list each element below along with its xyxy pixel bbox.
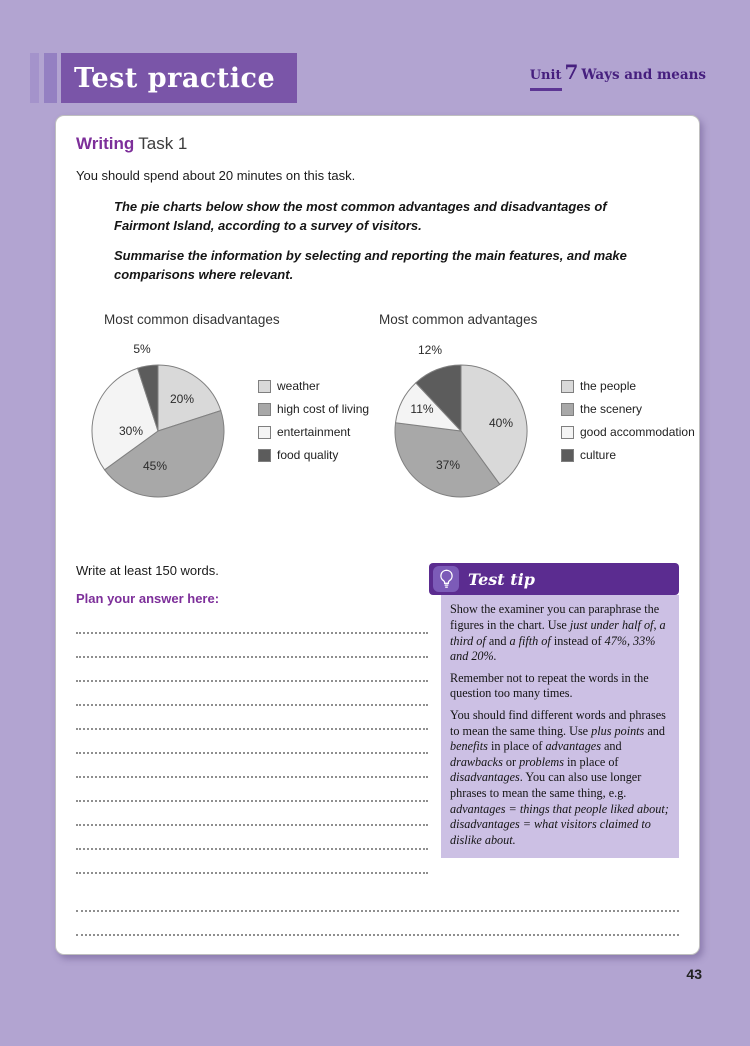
test-tip-body [441,595,679,857]
writing-line [76,706,428,730]
chart-title-advantages: Most common advantages [379,312,538,328]
unit-word: Unit [529,68,562,83]
writing-line [76,936,679,955]
legend-item [258,448,369,462]
content-card [55,115,700,955]
legend-swatch [561,426,574,439]
decorative-stripe [44,53,57,103]
legend-swatch [561,380,574,393]
legend-label: good accommodation [580,425,695,440]
legend-item [561,402,695,416]
legend-swatch [561,403,574,416]
legend-label: culture [580,448,617,463]
writing-line [76,850,428,874]
section-label: Writing [76,134,135,153]
legend-label: the people [580,379,637,394]
legend-label: weather [277,379,320,394]
page-title: Test practice [74,62,276,94]
slice-value-label: 11% [410,402,434,417]
plan-left-column [76,563,428,874]
writing-line [76,888,679,912]
writing-lines-long [76,888,679,955]
title-banner [61,53,297,103]
legend-item [258,379,369,393]
slice-value-label: 45% [142,459,168,474]
legend-label: entertainment [277,425,351,440]
advantages-chart-block [379,312,695,505]
legend-swatch [258,403,271,416]
legend-swatch [258,426,271,439]
unit-number: 7 [564,60,579,84]
pie-charts-section [76,312,695,505]
test-tip-box [429,563,679,857]
tip-paragraph: Remember not to repeat the words in the question too many times. [450,670,649,701]
task-prompt-2: Summarise the information by selecting and reporting the main features, and make comparisons where relevant. [114,247,627,282]
disadvantages-chart-block [76,312,374,505]
slice-value-label: 5% [133,342,151,357]
writing-line [76,634,428,658]
legend-item [258,425,369,439]
writing-line [76,778,428,802]
test-tip-title: Test tip [468,569,535,589]
writing-line [76,682,428,706]
page-number: 43 [686,966,702,982]
pie-chart-disadvantages-svg [88,361,228,501]
pie-chart-disadvantages [76,333,256,505]
slice-value-label: 30% [118,424,144,439]
unit-label [530,60,706,91]
section-title [76,134,679,154]
slice-value-label: 20% [169,392,195,407]
minimum-words-note: Write at least 150 words. [76,563,219,579]
legend-advantages [561,379,695,471]
unit-title: Ways and means [581,67,706,83]
writing-line [76,730,428,754]
legend-label: food quality [277,448,339,463]
lightbulb-icon [433,566,459,592]
writing-line [76,754,428,778]
writing-line [76,826,428,850]
task-prompt-1: The pie charts below show the most common advantages and disadvantages of Fairmont Island, according to a survey of visitors. [114,199,607,233]
plan-answer-section [76,563,679,874]
chart-title-disadvantages: Most common disadvantages [104,312,280,328]
pie-chart-advantages-svg [391,361,531,501]
legend-swatch [258,380,271,393]
slice-value-label: 12% [417,343,443,358]
legend-disadvantages [258,379,369,471]
unit-underline [530,88,562,91]
legend-swatch [258,449,271,462]
pie-chart-advantages [379,333,559,505]
slice-value-label: 37% [435,458,461,473]
tip-paragraph: You should find different words and phrases to mean the same thing. Use plus points and benefits in place of advantages and drawbacks or problems in place of disadvantages. You can also use longer phrases to mean the same thing, e.g. advantages = things that people liked about; disadvantages = what visitors claimed to dislike about. [450,708,669,847]
legend-swatch [561,449,574,462]
legend-item [561,379,695,393]
plan-answer-label: Plan your answer here: [76,591,220,607]
legend-item [258,402,369,416]
writing-line [76,610,428,634]
writing-line [76,912,679,936]
legend-item [561,448,695,462]
writing-lines-short [76,610,428,874]
section-sub-label: Task 1 [138,134,188,153]
time-instruction: You should spend about 20 minutes on this task. [76,168,356,183]
slice-value-label: 40% [488,416,514,431]
writing-line [76,658,428,682]
tip-paragraph: Show the examiner you can paraphrase the figures in the chart. Use just under half of, a third of and a fifth of instead of 47%, 33% and 20%. [450,602,666,664]
legend-label: the scenery [580,402,643,417]
legend-item [561,425,695,439]
decorative-stripe [30,53,39,103]
legend-label: high cost of living [277,402,370,417]
test-tip-header [429,563,679,595]
writing-line [76,802,428,826]
